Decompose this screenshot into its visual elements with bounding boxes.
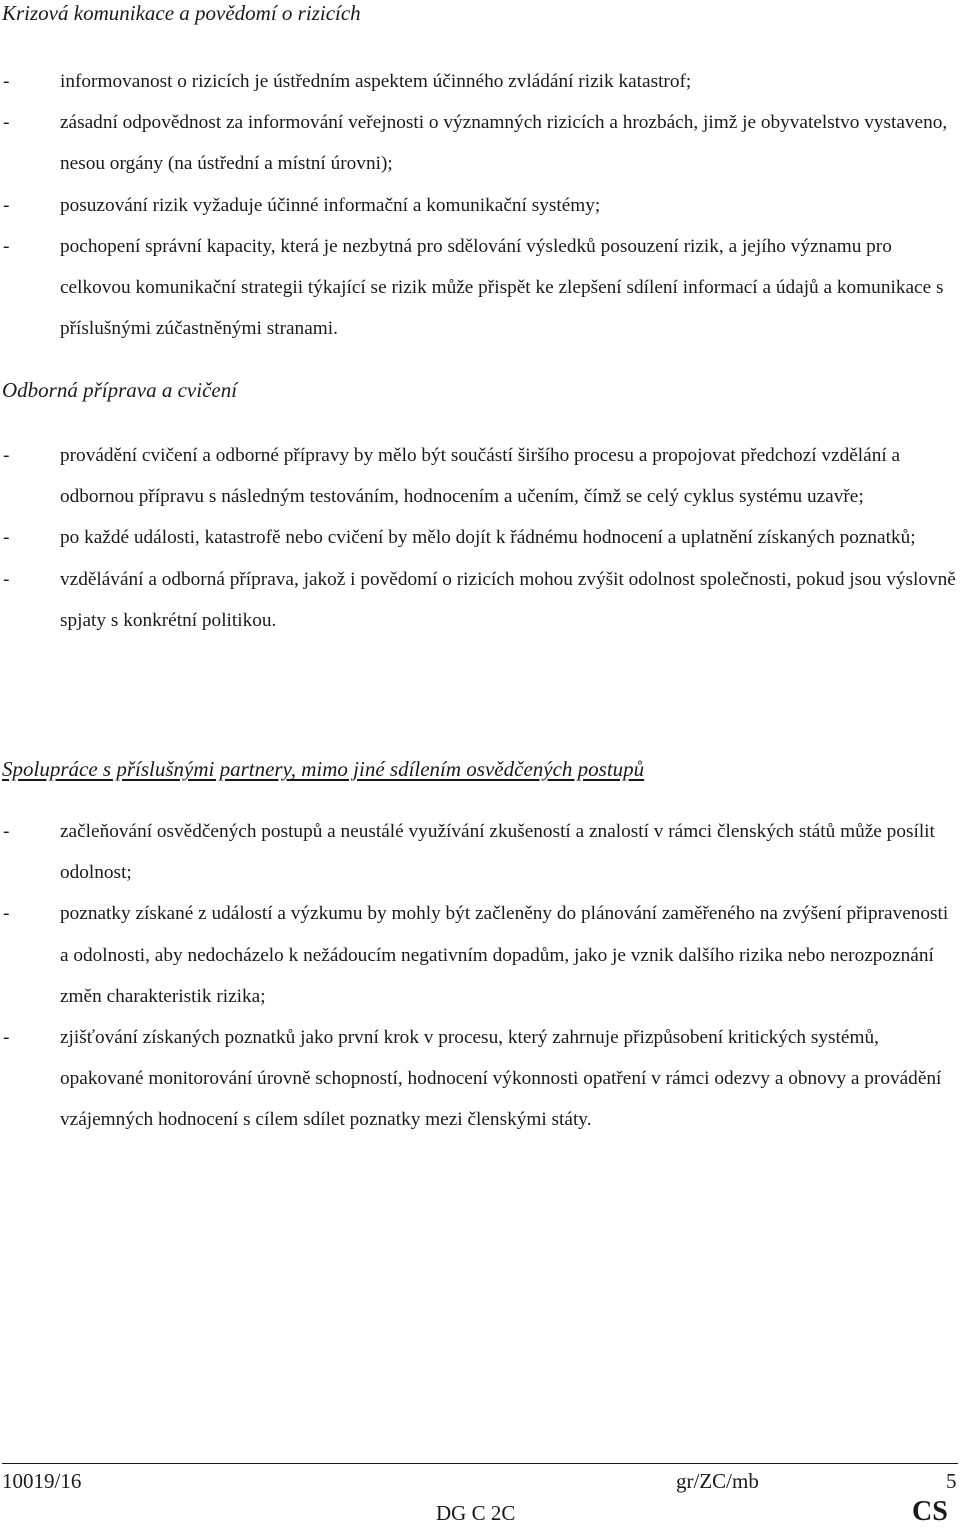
list-dash: - <box>3 903 10 925</box>
list-item <box>0 559 958 641</box>
list-item-text: informovanost o rizicích je ústředním aspektem účinného zvládání rizik katastrof; <box>60 71 692 92</box>
list-item <box>0 893 958 1017</box>
section-list-training <box>0 435 958 641</box>
list-dash: - <box>3 194 10 216</box>
footer-language-code: CS <box>912 1496 948 1527</box>
list-item <box>0 517 958 558</box>
list-dash: - <box>3 235 10 257</box>
section-heading-crisis-communication: Krizová komunikace a povědomí o rizicích <box>2 1 361 25</box>
list-item-text: poznatky získané z událostí a výzkumu by mohly být začleněny do plánování zaměřeného na zvýšení připravenosti a odolnosti, aby nedocházelo k nežádoucím negativním dopadům, jako je vznik dalšího rizika nebo nerozpoznání změn charakteristik rizika; <box>60 903 949 1007</box>
list-item <box>0 435 958 517</box>
list-item <box>0 226 958 350</box>
list-dash: - <box>3 527 10 549</box>
footer-reference: gr/ZC/mb <box>676 1469 759 1493</box>
list-item <box>0 1017 958 1141</box>
footer-page-number: 5 <box>946 1469 957 1493</box>
list-item <box>0 185 958 226</box>
section-heading-cooperation: Spolupráce s příslušnými partnery, mimo jiné sdílením osvědčených postupů <box>2 757 645 781</box>
list-item-text: začleňování osvědčených postupů a neustálé využívání zkušeností a znalostí v rámci členských států může posílit odolnost; <box>60 821 935 884</box>
list-item-text: zjišťování získaných poznatků jako první krok v procesu, který zahrnuje přizpůsobení kritických systémů, opakované monitorování úrovně schopností, hodnocení výkonnosti opatření v rámci odezvy a obnovy a provádění vzájemných hodnocení s cílem sdílet poznatky mezi členskými státy. <box>60 1027 942 1131</box>
footer-rule <box>2 1463 958 1464</box>
list-dash: - <box>3 821 10 842</box>
list-dash: - <box>3 71 10 92</box>
section-heading-training: Odborná příprava a cvičení <box>2 378 238 402</box>
list-item-text: pochopení správní kapacity, která je nezbytná pro sdělování výsledků posouzení rizik, a jejího významu pro celkovou komunikační strategii týkající se rizik může přispět ke zlepšení sdílení informací a údajů a komunikace s příslušnými zúčastněnými stranami. <box>60 235 944 340</box>
list-item-text: po každé události, katastrofě nebo cvičení by mělo dojít k řádnému hodnocení a uplatnění získaných poznatků; <box>60 527 916 549</box>
section-list-cooperation <box>0 811 958 1141</box>
list-item-text: zásadní odpovědnost za informování veřejnosti o významných rizicích a hrozbách, jimž je obyvatelstvo vystaveno, nesou orgány (na ústřední a místní úrovni); <box>60 112 948 175</box>
section-list-crisis-communication <box>0 61 958 349</box>
list-item <box>0 61 958 102</box>
list-item-text: vzdělávání a odborná příprava, jakož i povědomí o rizicích mohou zvýšit odolnost společnosti, pokud jsou výslovně spjaty s konkrétní politikou. <box>60 568 956 631</box>
list-item <box>0 102 958 184</box>
list-dash: - <box>3 445 10 466</box>
footer-doc-number: 10019/16 <box>2 1469 82 1493</box>
list-dash: - <box>3 568 10 590</box>
list-dash: - <box>3 112 10 134</box>
list-item-text: posuzování rizik vyžaduje účinné informační a komunikační systémy; <box>60 194 601 216</box>
list-dash: - <box>3 1027 10 1049</box>
list-item <box>0 811 958 893</box>
footer-dg: DG C 2C <box>436 1501 516 1525</box>
list-item-text: provádění cvičení a odborné přípravy by mělo být součástí širšího procesu a propojovat předchozí vzdělání a odbornou přípravu s následným testováním, hodnocením a učením, čímž se celý cyklus systému uzavře; <box>60 445 901 508</box>
